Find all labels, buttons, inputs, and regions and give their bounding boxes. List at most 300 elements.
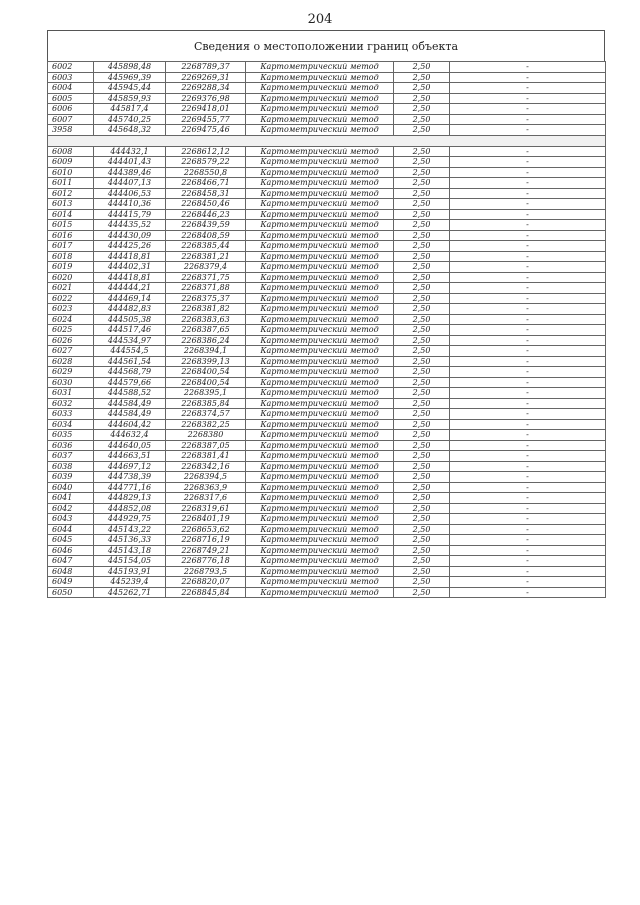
point-number-cell: 6020 [48,272,94,283]
point-number-cell: 6040 [48,482,94,493]
y-coordinate-cell: 2268399,13 [166,356,246,367]
description-cell: - [450,503,606,514]
method-cell: Картометрический метод [246,314,394,325]
point-number-cell: 6011 [48,178,94,189]
y-coordinate-cell: 2268375,37 [166,293,246,304]
x-coordinate-cell: 445817,4 [94,104,166,115]
method-cell: Картометрический метод [246,251,394,262]
point-number-cell: 6023 [48,304,94,315]
y-coordinate-cell: 2268820,07 [166,577,246,588]
precision-cell: 2,50 [394,377,450,388]
point-number-cell: 6024 [48,314,94,325]
point-number-cell: 6022 [48,293,94,304]
x-coordinate-cell: 445859,93 [94,93,166,104]
description-cell: - [450,440,606,451]
table-row [48,220,606,231]
x-coordinate-cell: 445648,32 [94,125,166,136]
description-cell: - [450,241,606,252]
x-coordinate-cell: 444579,66 [94,377,166,388]
x-coordinate-cell: 444568,79 [94,367,166,378]
x-coordinate-cell: 444401,43 [94,157,166,168]
method-cell: Картометрический метод [246,283,394,294]
table-row [48,440,606,451]
table-row [48,335,606,346]
method-cell: Картометрический метод [246,514,394,525]
method-cell: Картометрический метод [246,451,394,462]
x-coordinate-cell: 444584,49 [94,398,166,409]
description-cell: - [450,419,606,430]
y-coordinate-cell: 2268789,37 [166,62,246,73]
table-row [48,503,606,514]
x-coordinate-cell: 445143,18 [94,545,166,556]
x-coordinate-cell: 444640,05 [94,440,166,451]
table-row [48,388,606,399]
y-coordinate-cell: 2268371,88 [166,283,246,294]
point-number-cell: 6025 [48,325,94,336]
point-number-cell: 6027 [48,346,94,357]
point-number-cell: 6046 [48,545,94,556]
y-coordinate-cell: 2268776,18 [166,556,246,567]
group-separator-cell [48,135,606,146]
precision-cell: 2,50 [394,199,450,210]
point-number-cell: 6017 [48,241,94,252]
description-cell: - [450,514,606,525]
precision-cell: 2,50 [394,566,450,577]
point-number-cell: 6016 [48,230,94,241]
description-cell: - [450,367,606,378]
table-title: Сведения о местоположении границ объекта [47,30,605,61]
description-cell: - [450,178,606,189]
point-number-cell: 6050 [48,587,94,598]
method-cell: Картометрический метод [246,335,394,346]
precision-cell: 2,50 [394,577,450,588]
method-cell: Картометрический метод [246,230,394,241]
precision-cell: 2,50 [394,398,450,409]
method-cell: Картометрический метод [246,440,394,451]
y-coordinate-cell: 2268371,75 [166,272,246,283]
x-coordinate-cell: 444444,21 [94,283,166,294]
description-cell: - [450,93,606,104]
precision-cell: 2,50 [394,157,450,168]
point-number-cell: 6029 [48,367,94,378]
precision-cell: 2,50 [394,262,450,273]
description-cell: - [450,304,606,315]
y-coordinate-cell: 2268386,24 [166,335,246,346]
description-cell: - [450,388,606,399]
x-coordinate-cell: 444415,79 [94,209,166,220]
method-cell: Картометрический метод [246,325,394,336]
description-cell: - [450,577,606,588]
table-row [48,587,606,598]
method-cell: Картометрический метод [246,545,394,556]
description-cell: - [450,220,606,231]
y-coordinate-cell: 2268380 [166,430,246,441]
precision-cell: 2,50 [394,409,450,420]
y-coordinate-cell: 2268450,46 [166,199,246,210]
group-separator-row [48,135,606,146]
description-cell: - [450,325,606,336]
method-cell: Картометрический метод [246,577,394,588]
precision-cell: 2,50 [394,524,450,535]
point-number-cell: 6006 [48,104,94,115]
y-coordinate-cell: 2268317,6 [166,493,246,504]
precision-cell: 2,50 [394,167,450,178]
precision-cell: 2,50 [394,314,450,325]
description-cell: - [450,293,606,304]
y-coordinate-cell: 2268579,22 [166,157,246,168]
x-coordinate-cell: 444604,42 [94,419,166,430]
point-number-cell: 6042 [48,503,94,514]
precision-cell: 2,50 [394,451,450,462]
x-coordinate-cell: 444430,09 [94,230,166,241]
y-coordinate-cell: 2268845,84 [166,587,246,598]
point-number-cell: 6043 [48,514,94,525]
method-cell: Картометрический метод [246,346,394,357]
description-cell: - [450,535,606,546]
y-coordinate-cell: 2268394,5 [166,472,246,483]
y-coordinate-cell: 2268385,84 [166,398,246,409]
description-cell: - [450,262,606,273]
method-cell: Картометрический метод [246,356,394,367]
table-row [48,377,606,388]
y-coordinate-cell: 2268381,41 [166,451,246,462]
description-cell: - [450,104,606,115]
description-cell: - [450,346,606,357]
table-row [48,461,606,472]
y-coordinate-cell: 2268401,19 [166,514,246,525]
method-cell: Картометрический метод [246,409,394,420]
table-row [48,346,606,357]
point-number-cell: 6049 [48,577,94,588]
description-cell: - [450,566,606,577]
page-number: 204 [307,12,333,27]
table-row [48,241,606,252]
point-number-cell: 6003 [48,72,94,83]
coordinates-table-body [48,62,606,598]
table-row [48,514,606,525]
x-coordinate-cell: 445740,25 [94,114,166,125]
y-coordinate-cell: 2268319,61 [166,503,246,514]
description-cell: - [450,230,606,241]
method-cell: Картометрический метод [246,398,394,409]
method-cell: Картометрический метод [246,209,394,220]
precision-cell: 2,50 [394,146,450,157]
point-number-cell: 6028 [48,356,94,367]
y-coordinate-cell: 2269418,01 [166,104,246,115]
description-cell: - [450,545,606,556]
description-cell: - [450,524,606,535]
description-cell: - [450,472,606,483]
precision-cell: 2,50 [394,461,450,472]
description-cell: - [450,493,606,504]
x-coordinate-cell: 444554,5 [94,346,166,357]
point-number-cell: 6021 [48,283,94,294]
point-number-cell: 6039 [48,472,94,483]
description-cell: - [450,482,606,493]
x-coordinate-cell: 444418,81 [94,251,166,262]
x-coordinate-cell: 444517,46 [94,325,166,336]
precision-cell: 2,50 [394,335,450,346]
description-cell: - [450,377,606,388]
point-number-cell: 6036 [48,440,94,451]
x-coordinate-cell: 445154,05 [94,556,166,567]
method-cell: Картометрический метод [246,272,394,283]
point-number-cell: 6002 [48,62,94,73]
description-cell: - [450,125,606,136]
precision-cell: 2,50 [394,367,450,378]
precision-cell: 2,50 [394,493,450,504]
method-cell: Картометрический метод [246,146,394,157]
y-coordinate-cell: 2268458,31 [166,188,246,199]
description-cell: - [450,209,606,220]
description-cell: - [450,461,606,472]
y-coordinate-cell: 2269376,98 [166,93,246,104]
x-coordinate-cell: 444505,38 [94,314,166,325]
precision-cell: 2,50 [394,272,450,283]
x-coordinate-cell: 444402,31 [94,262,166,273]
method-cell: Картометрический метод [246,157,394,168]
point-number-cell: 6031 [48,388,94,399]
method-cell: Картометрический метод [246,125,394,136]
point-number-cell: 6035 [48,430,94,441]
description-cell: - [450,199,606,210]
table-row [48,62,606,73]
description-cell: - [450,283,606,294]
x-coordinate-cell: 444632,4 [94,430,166,441]
point-number-cell: 6033 [48,409,94,420]
x-coordinate-cell: 444663,51 [94,451,166,462]
x-coordinate-cell: 444389,46 [94,167,166,178]
table-row [48,566,606,577]
precision-cell: 2,50 [394,104,450,115]
method-cell: Картометрический метод [246,293,394,304]
table-row [48,157,606,168]
description-cell: - [450,335,606,346]
table-row [48,114,606,125]
method-cell: Картометрический метод [246,377,394,388]
table-row [48,577,606,588]
x-coordinate-cell: 444852,08 [94,503,166,514]
table-row [48,272,606,283]
precision-cell: 2,50 [394,178,450,189]
point-number-cell: 6010 [48,167,94,178]
description-cell: - [450,251,606,262]
method-cell: Картометрический метод [246,535,394,546]
x-coordinate-cell: 444534,97 [94,335,166,346]
y-coordinate-cell: 2268387,05 [166,440,246,451]
method-cell: Картометрический метод [246,388,394,399]
precision-cell: 2,50 [394,430,450,441]
precision-cell: 2,50 [394,283,450,294]
precision-cell: 2,50 [394,220,450,231]
table-row [48,293,606,304]
table-row [48,125,606,136]
point-number-cell: 6047 [48,556,94,567]
table-row [48,524,606,535]
description-cell: - [450,188,606,199]
table-row [48,556,606,567]
method-cell: Картометрический метод [246,114,394,125]
method-cell: Картометрический метод [246,503,394,514]
table-row [48,104,606,115]
y-coordinate-cell: 2268550,8 [166,167,246,178]
table-row [48,430,606,441]
table-row [48,146,606,157]
point-number-cell: 6013 [48,199,94,210]
precision-cell: 2,50 [394,251,450,262]
method-cell: Картометрический метод [246,304,394,315]
table-row [48,325,606,336]
point-number-cell: 6008 [48,146,94,157]
table-row [48,482,606,493]
precision-cell: 2,50 [394,114,450,125]
x-coordinate-cell: 444929,75 [94,514,166,525]
precision-cell: 2,50 [394,241,450,252]
method-cell: Картометрический метод [246,419,394,430]
point-number-cell: 6030 [48,377,94,388]
x-coordinate-cell: 444482,83 [94,304,166,315]
y-coordinate-cell: 2268408,59 [166,230,246,241]
precision-cell: 2,50 [394,93,450,104]
x-coordinate-cell: 444561,54 [94,356,166,367]
x-coordinate-cell: 445945,44 [94,83,166,94]
point-number-cell: 6037 [48,451,94,462]
x-coordinate-cell: 444435,52 [94,220,166,231]
y-coordinate-cell: 2268439,59 [166,220,246,231]
y-coordinate-cell: 2268395,1 [166,388,246,399]
precision-cell: 2,50 [394,188,450,199]
x-coordinate-cell: 445136,33 [94,535,166,546]
y-coordinate-cell: 2268612,12 [166,146,246,157]
precision-cell: 2,50 [394,356,450,367]
x-coordinate-cell: 444410,36 [94,199,166,210]
precision-cell: 2,50 [394,304,450,315]
x-coordinate-cell: 444738,39 [94,472,166,483]
precision-cell: 2,50 [394,325,450,336]
y-coordinate-cell: 2268466,71 [166,178,246,189]
x-coordinate-cell: 444771,16 [94,482,166,493]
method-cell: Картометрический метод [246,167,394,178]
y-coordinate-cell: 2268387,65 [166,325,246,336]
precision-cell: 2,50 [394,587,450,598]
point-number-cell: 6034 [48,419,94,430]
y-coordinate-cell: 2268383,63 [166,314,246,325]
y-coordinate-cell: 2269269,31 [166,72,246,83]
method-cell: Картометрический метод [246,178,394,189]
y-coordinate-cell: 2268381,82 [166,304,246,315]
method-cell: Картометрический метод [246,62,394,73]
x-coordinate-cell: 444697,12 [94,461,166,472]
table-row [48,304,606,315]
x-coordinate-cell: 444432,1 [94,146,166,157]
description-cell: - [450,556,606,567]
x-coordinate-cell: 444406,53 [94,188,166,199]
x-coordinate-cell: 445143,22 [94,524,166,535]
method-cell: Картометрический метод [246,493,394,504]
x-coordinate-cell: 444588,52 [94,388,166,399]
method-cell: Картометрический метод [246,482,394,493]
coordinates-table [47,61,606,598]
x-coordinate-cell: 444829,13 [94,493,166,504]
y-coordinate-cell: 2268749,21 [166,545,246,556]
x-coordinate-cell: 445239,4 [94,577,166,588]
table-row [48,472,606,483]
method-cell: Картометрический метод [246,241,394,252]
description-cell: - [450,430,606,441]
x-coordinate-cell: 445898,48 [94,62,166,73]
point-number-cell: 6032 [48,398,94,409]
x-coordinate-cell: 444469,14 [94,293,166,304]
precision-cell: 2,50 [394,472,450,483]
table-row [48,409,606,420]
method-cell: Картометрический метод [246,556,394,567]
y-coordinate-cell: 2268653,62 [166,524,246,535]
table-row [48,262,606,273]
table-row [48,493,606,504]
precision-cell: 2,50 [394,545,450,556]
y-coordinate-cell: 2269288,34 [166,83,246,94]
point-number-cell: 6026 [48,335,94,346]
precision-cell: 2,50 [394,535,450,546]
table-row [48,398,606,409]
table-row [48,83,606,94]
point-number-cell: 6012 [48,188,94,199]
precision-cell: 2,50 [394,503,450,514]
y-coordinate-cell: 2268385,44 [166,241,246,252]
description-cell: - [450,451,606,462]
description-cell: - [450,146,606,157]
point-number-cell: 6004 [48,83,94,94]
y-coordinate-cell: 2269475,46 [166,125,246,136]
precision-cell: 2,50 [394,440,450,451]
point-number-cell: 6048 [48,566,94,577]
x-coordinate-cell: 444418,81 [94,272,166,283]
precision-cell: 2,50 [394,556,450,567]
y-coordinate-cell: 2268793,5 [166,566,246,577]
y-coordinate-cell: 2268379,4 [166,262,246,273]
precision-cell: 2,50 [394,83,450,94]
precision-cell: 2,50 [394,72,450,83]
y-coordinate-cell: 2268400,54 [166,367,246,378]
table-row [48,419,606,430]
point-number-cell: 6014 [48,209,94,220]
table-row [48,367,606,378]
table-row [48,93,606,104]
table-row [48,314,606,325]
description-cell: - [450,409,606,420]
table-row [48,209,606,220]
table-row [48,72,606,83]
method-cell: Картометрический метод [246,199,394,210]
table-row [48,230,606,241]
method-cell: Картометрический метод [246,461,394,472]
y-coordinate-cell: 2268716,19 [166,535,246,546]
method-cell: Картометрический метод [246,262,394,273]
x-coordinate-cell: 444425,26 [94,241,166,252]
method-cell: Картометрический метод [246,524,394,535]
point-number-cell: 6018 [48,251,94,262]
point-number-cell: 6007 [48,114,94,125]
description-cell: - [450,272,606,283]
method-cell: Картометрический метод [246,587,394,598]
method-cell: Картометрический метод [246,367,394,378]
y-coordinate-cell: 2268374,57 [166,409,246,420]
description-cell: - [450,314,606,325]
point-number-cell: 6005 [48,93,94,104]
table-row [48,167,606,178]
description-cell: - [450,114,606,125]
precision-cell: 2,50 [394,419,450,430]
